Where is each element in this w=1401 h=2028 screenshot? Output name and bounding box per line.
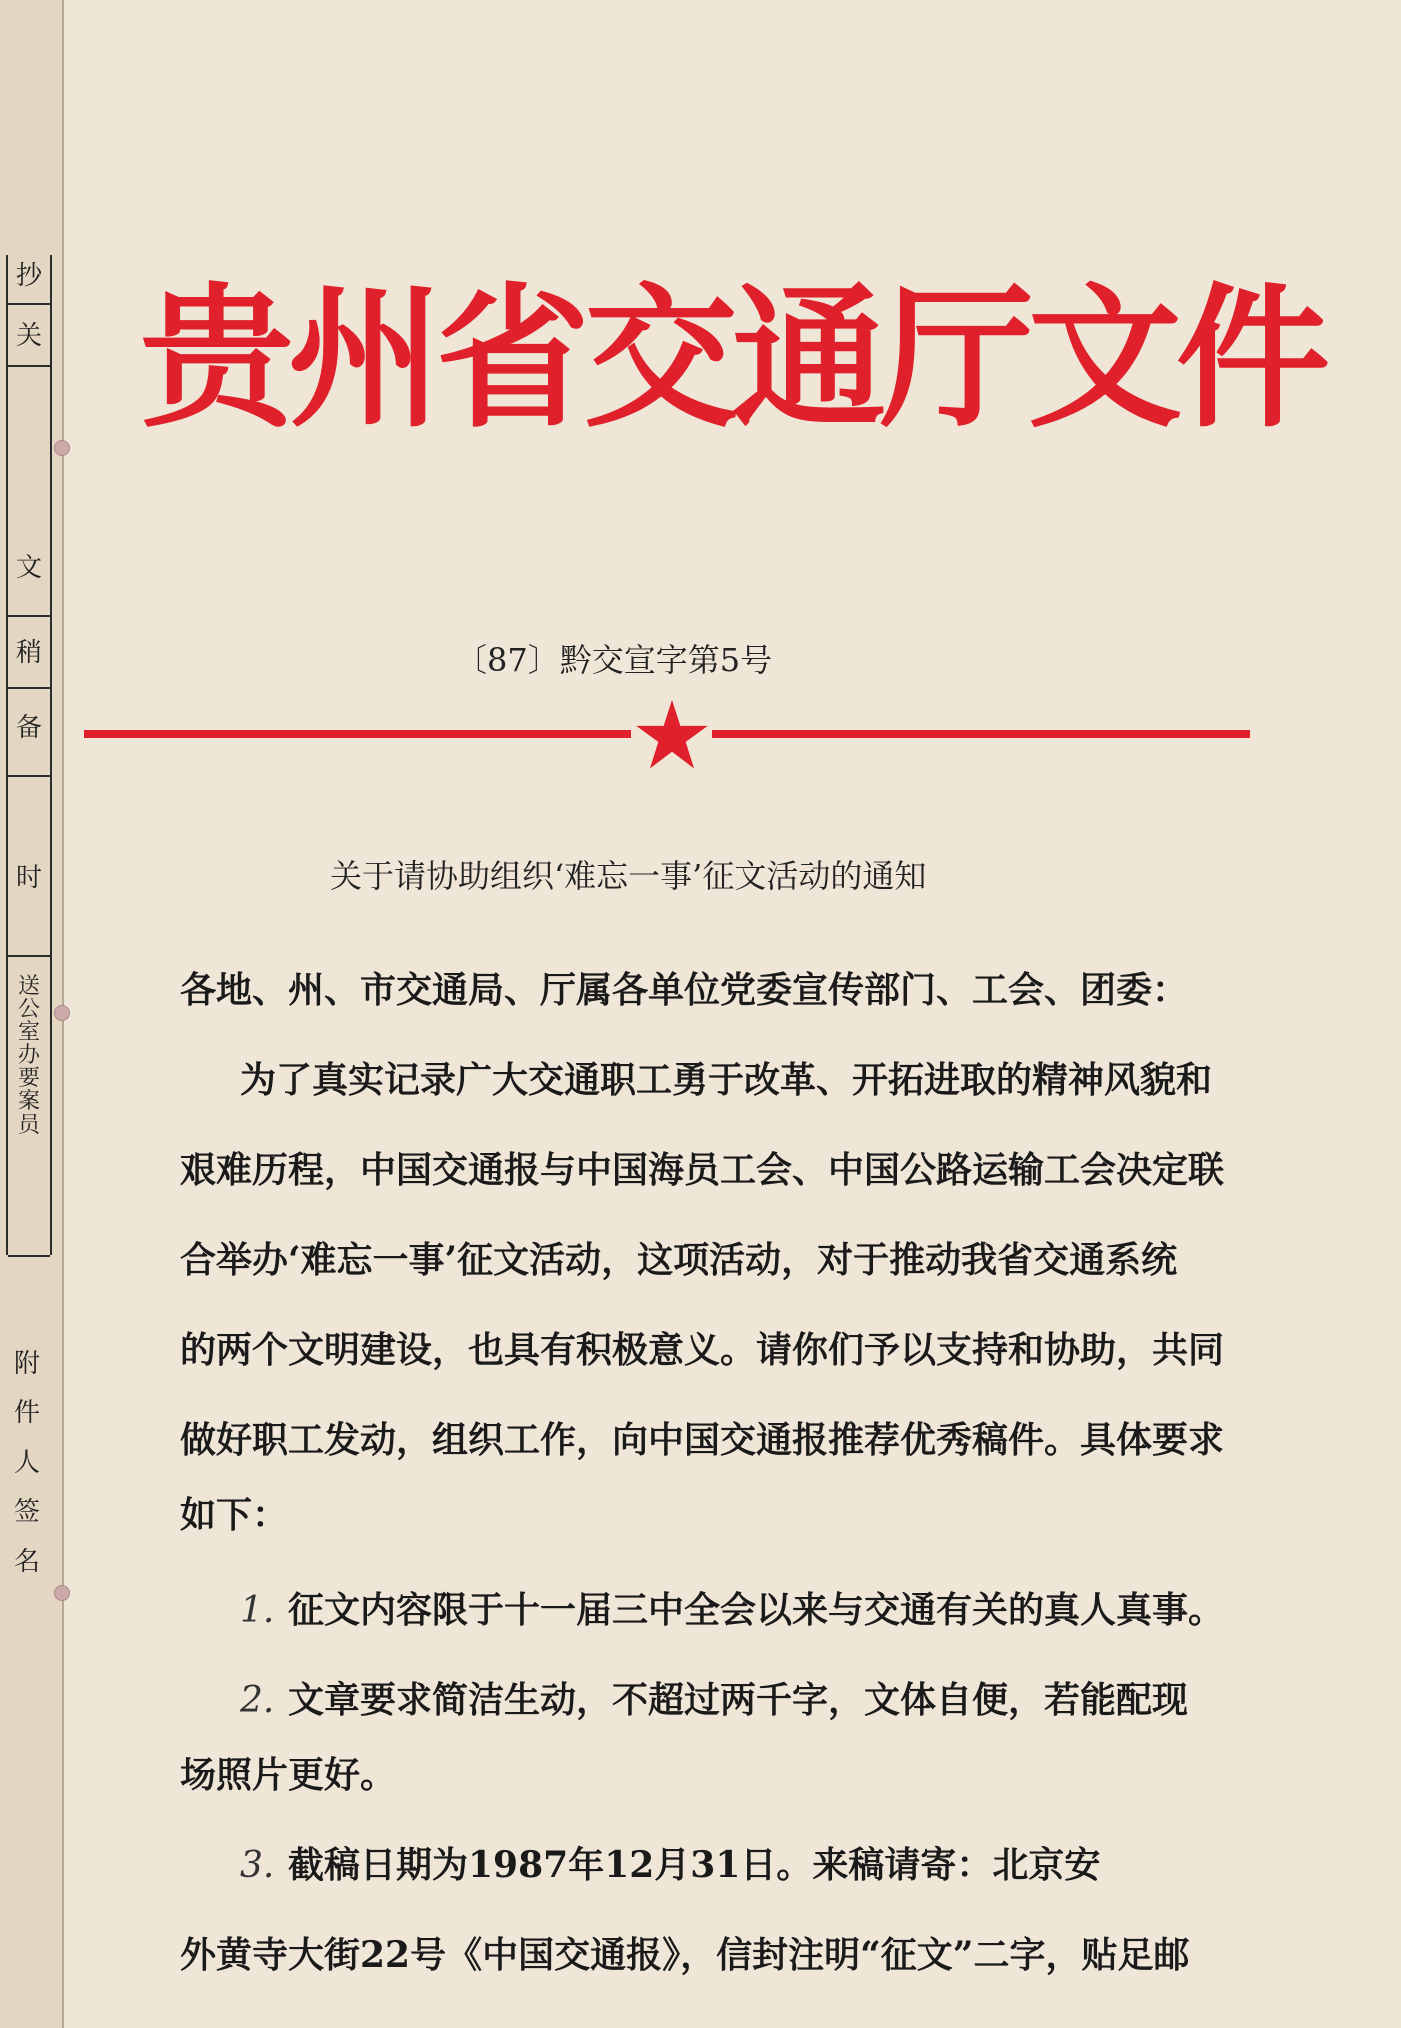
item-text: 文章要求简洁生动，不超过两千字，文体自便，若能配现 xyxy=(288,1679,1189,1721)
item-number: 3. xyxy=(240,1845,275,1886)
list-item xyxy=(240,1565,1320,1656)
red-rule-right xyxy=(712,730,1250,738)
item-continuation: 场照片更好。 xyxy=(180,1754,397,1796)
stitch-hole xyxy=(54,1005,70,1021)
item-continuation: 外黄寺大街22号《中国交通报》，信封注明“征文”二字，贴足邮 xyxy=(180,1934,1190,1976)
binding-divider xyxy=(8,365,50,367)
binding-cell-4: 稍 xyxy=(15,638,42,668)
binding-divider xyxy=(8,615,50,617)
binding-divider xyxy=(8,775,50,777)
red-rule-left xyxy=(84,730,631,738)
item-number: 2. xyxy=(240,1680,275,1721)
document-number: 〔87〕黔交宣字第5号 xyxy=(455,641,773,679)
item-text: 征文内容限于十一届三中全会以来与交通有关的真人真事。 xyxy=(288,1589,1225,1631)
stitch-hole xyxy=(54,440,70,456)
binding-cell-2: 关 xyxy=(15,321,42,351)
paragraph-line: 合举办‘难忘一事’征文活动，这项活动，对于推动我省交通系统 xyxy=(180,1239,1178,1281)
item-number: 1. xyxy=(240,1590,275,1631)
binding-margin xyxy=(0,0,64,2028)
notice-subject: 关于请协助组织‘难忘一事’征文活动的通知 xyxy=(330,857,927,895)
binding-cell-5: 备 xyxy=(15,713,42,743)
addressees-line: 各地、州、市交通局、厅属各单位党委宣传部门、工会、团委： xyxy=(180,969,1189,1011)
binding-cell-3: 文 xyxy=(15,553,42,583)
binding-cell-7: 送公室办要案员 xyxy=(17,974,40,1138)
document-title: 贵州省交通厅文件 xyxy=(140,270,1325,449)
stitch-hole xyxy=(54,1585,70,1601)
paragraph-line: 如下： xyxy=(180,1494,289,1536)
paragraph-line: 做好职工发动，组织工作，向中国交通报推荐优秀稿件。具体要求 xyxy=(180,1419,1225,1461)
list-item xyxy=(240,1820,1320,1911)
binding-cell-8: 附件人签名 xyxy=(13,1349,40,1577)
binding-divider xyxy=(8,1255,50,1257)
red-star-icon xyxy=(634,697,710,773)
paragraph-line: 艰难历程，中国交通报与中国海员工会、中国公路运输工会决定联 xyxy=(180,1149,1225,1191)
item-text: 截稿日期为1987年12月31日。来稿请寄：北京安 xyxy=(288,1844,1101,1886)
binding-cell-6: 时 xyxy=(15,863,42,893)
binding-divider xyxy=(8,687,50,689)
binding-divider xyxy=(8,303,50,305)
binding-cell-1: 抄 xyxy=(15,261,42,291)
paragraph-line: 为了真实记录广大交通职工勇于改革、开拓进取的精神风貌和 xyxy=(240,1059,1213,1101)
binding-divider xyxy=(8,955,50,957)
paragraph-line: 的两个文明建设，也具有积极意义。请你们予以支持和协助，共同 xyxy=(180,1329,1225,1371)
binding-strip xyxy=(6,255,52,1255)
